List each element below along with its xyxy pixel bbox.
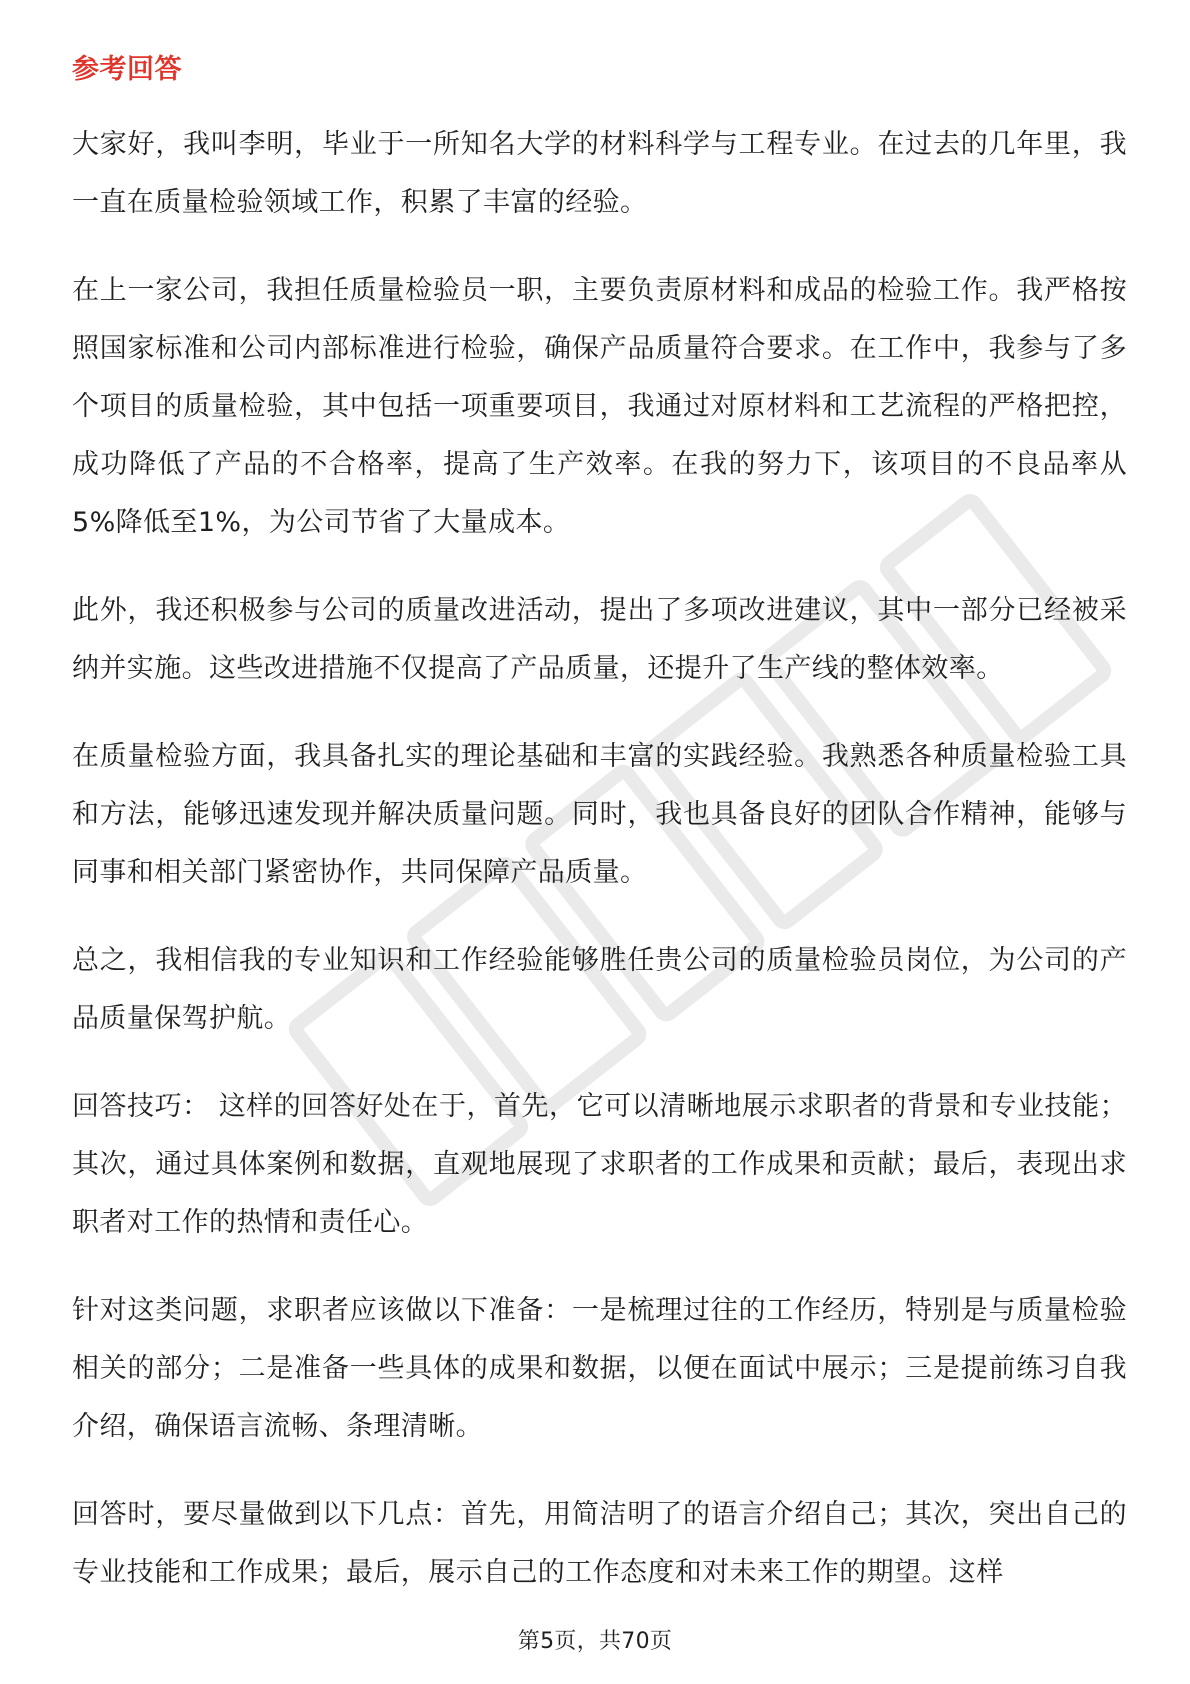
document-content: [72, 48, 1127, 1632]
paragraph-improvement: 此外，我还积极参与公司的质量改进活动，提出了多项改进建议，其中一部分已经被采纳并实施。这些改进措施不仅提高了产品质量，还提升了生产线的整体效率。: [72, 595, 1127, 684]
paragraph-skills: 在质量检验方面，我具备扎实的理论基础和丰富的实践经验。我熟悉各种质量检验工具和方法，能够迅速发现并解决质量问题。同时，我也具备良好的团队合作精神，能够与同事和相关部门紧密协作，共同保障产品质量。: [72, 741, 1127, 888]
section-heading: 参考回答: [72, 54, 182, 85]
paragraph-preparation: 针对这类问题，求职者应该做以下准备：一是梳理过往的工作经历，特别是与质量检验相关的部分；二是准备一些具体的成果和数据，以便在面试中展示；三是提前练习自我介绍，确保语言流畅、条理清晰。: [72, 1295, 1127, 1442]
paragraph-answer-tips: 回答技巧： 这样的回答好处在于，首先，它可以清晰地展示求职者的背景和专业技能；其次，通过具体案例和数据，直观地展现了求职者的工作成果和贡献；最后，表现出求职者对工作的热情和责任心。: [72, 1091, 1127, 1238]
paragraph-experience: 在上一家公司，我担任质量检验员一职，主要负责原材料和成品的检验工作。我严格按照国家标准和公司内部标准进行检验，确保产品质量符合要求。在工作中，我参与了多个项目的质量检验，其中包括一项重要项目，我通过对原材料和工艺流程的严格把控，成功降低了产品的不合格率，提高了生产效率。在我的努力下，该项目的不良品率从5%降低至1%，为公司节省了大量成本。: [72, 275, 1127, 538]
paragraph-intro: 大家好，我叫李明，毕业于一所知名大学的材料科学与工程专业。在过去的几年里，我一直在质量检验领域工作，积累了丰富的经验。: [72, 129, 1127, 218]
paragraph-summary: 总之，我相信我的专业知识和工作经验能够胜任贵公司的质量检验员岗位，为公司的产品质量保驾护航。: [72, 945, 1127, 1034]
paragraph-answering-points: 回答时，要尽量做到以下几点：首先，用简洁明了的语言介绍自己；其次，突出自己的专业技能和工作成果；最后，展示自己的工作态度和对未来工作的期望。这样: [72, 1499, 1127, 1588]
page-number: 第5页，共70页: [517, 1629, 673, 1654]
